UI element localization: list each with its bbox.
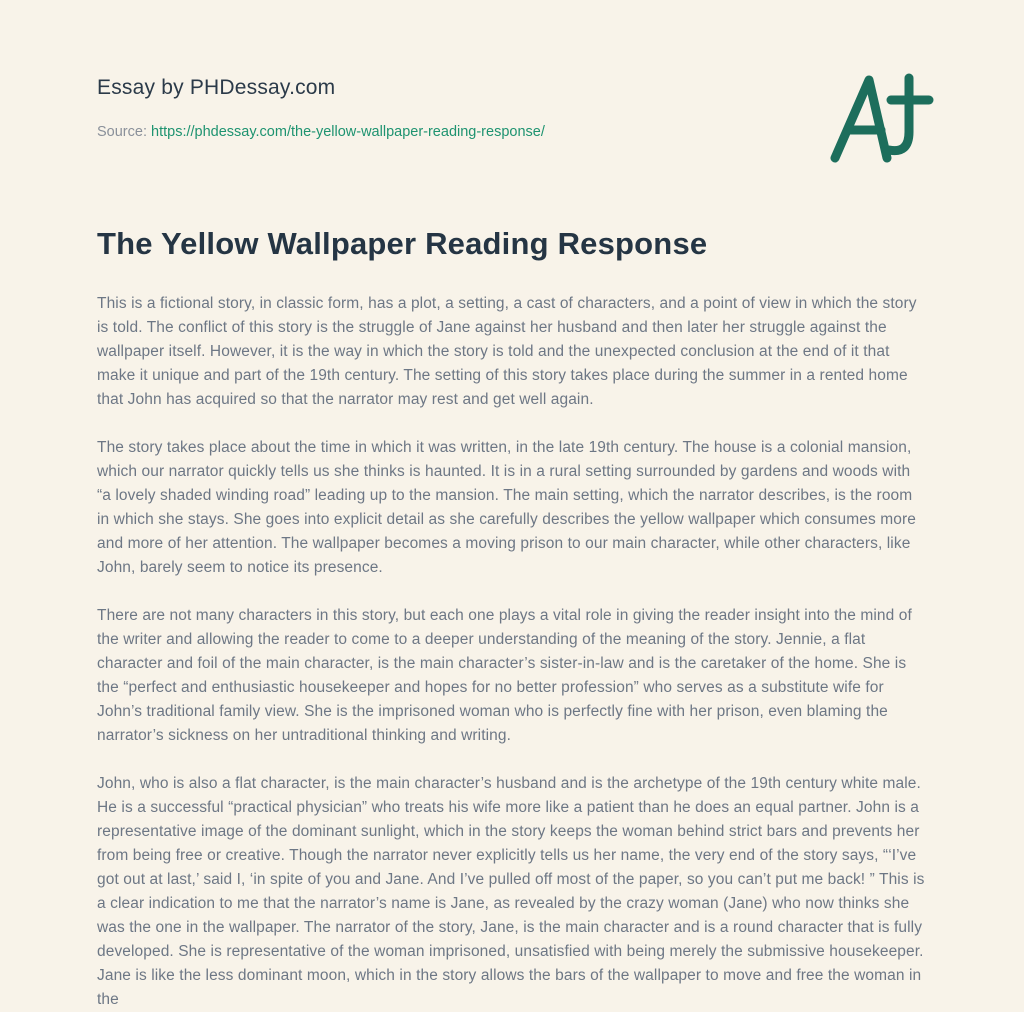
essay-paragraph: There are not many characters in this story, but each one plays a vital role in giving the reader insight into the mind of the writer and allowing the reader to come to a deeper understanding of the meaning of the story. Jennie, a flat character and foil of the main character, is the main character’s sister-in-law and is the caretaker of the home. She is the “perfect and enthusiastic housekeeper and hopes for no better profession” who serves as a substitute wife for John’s traditional family view. She is the imprisoned woman who is perfectly fine with her prison, even blaming the narrator’s sickness on her untraditional thinking and writing. xyxy=(97,607,912,744)
essay-paragraph: John, who is also a flat character, is the main character’s husband and is the archetype of the 19th century white male. He is a successful “practical physician” who treats his wife more like a patient than he does an equal partner. John is a representative image of the dominant sunlight, which in the story keeps the woman behind strict bars and prevents her from being free or creative. Though the narrator never explicitly tells us her name, the very end of the story says, “‘I’ve got out at last,’ said I, ‘in spite of you and Jane. And I’ve pulled off most of the paper, so you can’t put me back! ” This is a clear indication to me that the narrator’s name is Jane, as revealed by the crazy woman (Jane) who now thinks she was the one in the wallpaper. The narrator of the story, Jane, is the main character and is a round character that is fully developed. She is representative of the woman imprisoned, unsatisfied with being merely the submissive housekeeper. Jane is like the less dominant moon, which in the story allows the bars of the wallpaper to move and free the woman in the xyxy=(97,775,925,1008)
page-title: The Yellow Wallpaper Reading Response xyxy=(97,226,708,261)
essay-page xyxy=(97,0,927,1012)
essay-paragraph: This is a fictional story, in classic form, has a plot, a setting, a cast of characters, and a point of view in which the story is told. The conflict of this story is the struggle of Jane against her husband and then later her struggle against the wallpaper itself. However, it is the way in which the story is told and the unexpected conclusion at the end of it that make it unique and part of the 19th century. The setting of this story takes place during the summer in a rented home that John has acquired so that the narrator may rest and get well again. xyxy=(97,295,917,408)
phdessay-a-plus-logo-icon xyxy=(827,70,935,166)
source-line xyxy=(97,124,927,140)
essay-body xyxy=(97,292,927,1012)
source-link[interactable]: https://phdessay.com/the-yellow-wallpaper-reading-response/ xyxy=(151,124,545,140)
source-label: Source: xyxy=(97,124,147,140)
essay-byline: Essay by PHDessay.com xyxy=(97,76,336,99)
essay-paragraph: The story takes place about the time in which it was written, in the late 19th century. The house is a colonial mansion, which our narrator quickly tells us she thinks is haunted. It is in a rural setting surrounded by gardens and woods with “a lovely shaded winding road” leading up to the mansion. The main setting, which the narrator describes, is the room in which she stays. She goes into explicit detail as she carefully describes the yellow wallpaper which consumes more and more of her attention. The wallpaper becomes a moving prison to our main character, while other characters, like John, barely seem to notice its presence. xyxy=(97,439,916,576)
